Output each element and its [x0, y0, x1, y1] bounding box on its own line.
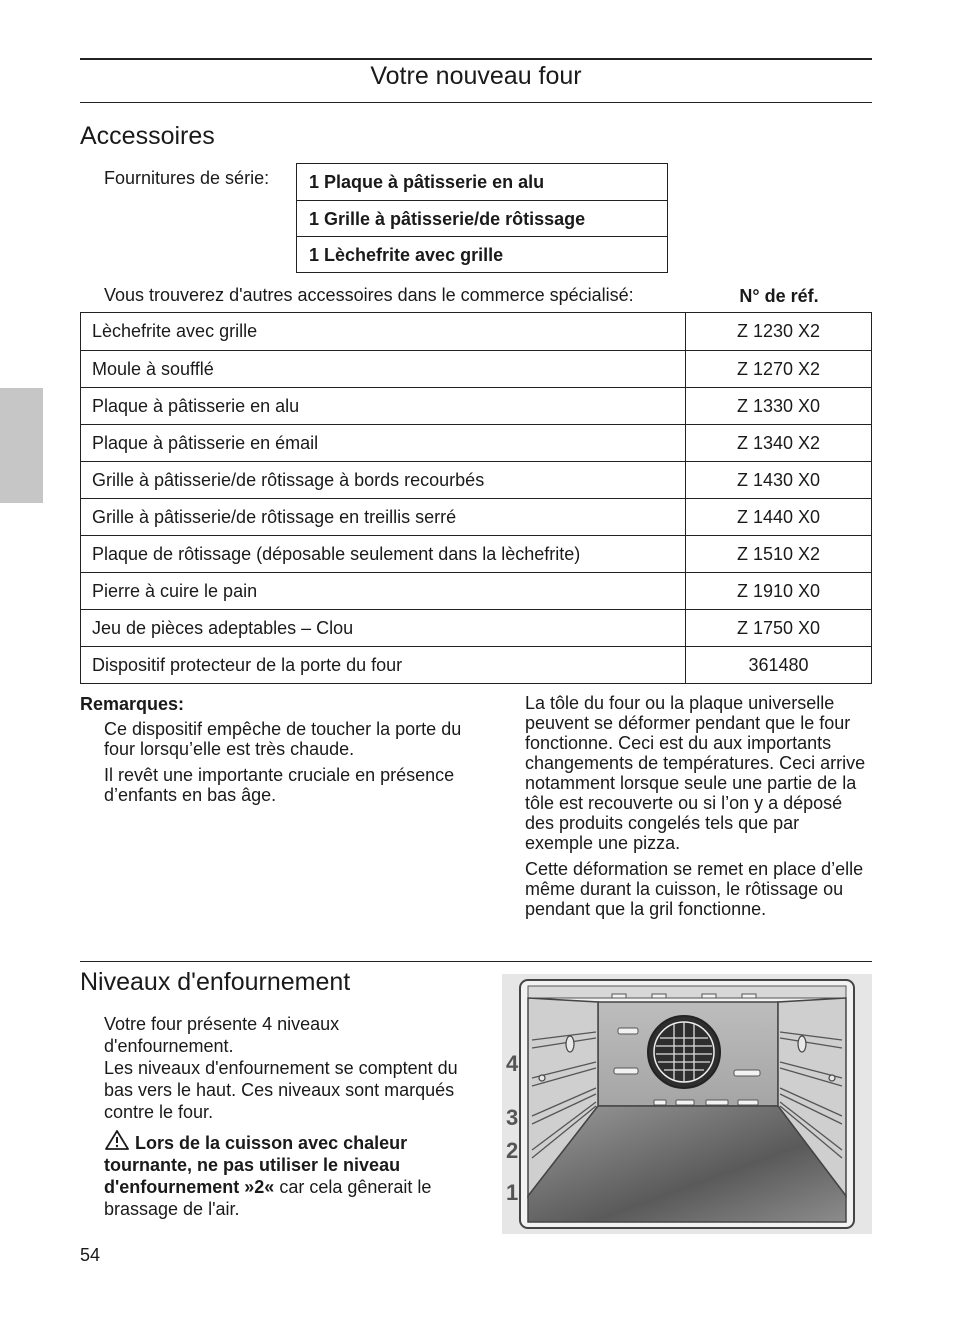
remarks-paragraph: La tôle du four ou la plaque universelle peuvent se déformer pendant que le four fonctionne. Ceci est du aux importants changements de températures. Ceci arrive notamment lorsque seule une partie de la tôle est recouverte ou si l’on y a déposé des produits congelés tels que par exemple une pizza. [525, 693, 866, 853]
oven-drawing [502, 974, 872, 1234]
remarks-paragraph: Cette déformation se remet en place d’elle même durant la cuisson, le rôtissage ou pendant que la gril fonctionne. [525, 859, 864, 919]
accessory-ref: 361480 [748, 655, 809, 675]
accessory-name: Lèchefrite avec grille [81, 313, 686, 350]
levels-text [104, 1013, 464, 1220]
table-row [81, 572, 871, 609]
accessory-ref: Z 1340 X2 [736, 433, 821, 453]
accessory-name: Pierre à cuire le pain [81, 573, 686, 609]
std-supply-item: 1 Plaque à pâtisserie en alu [309, 172, 545, 192]
accessory-ref: Z 1510 X2 [736, 544, 821, 564]
table-row [81, 535, 871, 572]
accessory-name: Dispositif protecteur de la porte du four [81, 647, 686, 683]
more-accessories-text: Vous trouverez d'autres accessoires dans le commerce spécialisé: [104, 285, 634, 305]
section-divider [80, 961, 872, 962]
warning-text: car cela gênerait le brassage de l'air. [104, 1177, 432, 1219]
remarks-heading: Remarques: [80, 694, 185, 714]
levels-paragraph: Votre four présente 4 niveaux d'enfournement. [104, 1014, 340, 1056]
oven-interior-illustration [502, 974, 872, 1234]
ref-column-header: N° de réf. [739, 286, 819, 306]
std-supply-item: 1 Lèchefrite avec grille [297, 236, 667, 272]
table-row [81, 424, 871, 461]
page-number: 54 [80, 1245, 101, 1265]
header-bottom-rule [80, 102, 872, 103]
accessories-heading: Accessoires [80, 122, 215, 150]
table-row [81, 646, 871, 683]
accessory-name: Moule à soufflé [81, 351, 686, 387]
page-title: Votre nouveau four [370, 62, 582, 90]
levels-warning [104, 1129, 464, 1220]
table-row [81, 387, 871, 424]
levels-heading: Niveaux d'enfournement [80, 968, 351, 996]
accessory-ref: Z 1270 X2 [736, 359, 821, 379]
table-row [81, 461, 871, 498]
warning-bold-text: Lors de la cuisson avec chaleur tournante, ne pas utiliser le niveau d'enfournement »2« [104, 1133, 408, 1197]
remarks-paragraph: Ce dispositif empêche de toucher la porte du four lorsqu’elle est très chaude. [104, 719, 462, 759]
remarks-paragraph: Il revêt une importante cruciale en présence d’enfants en bas âge. [104, 765, 455, 805]
accessory-ref: Z 1750 X0 [736, 618, 821, 638]
table-row [81, 609, 871, 646]
level-label: 1 [506, 1180, 519, 1205]
level-label: 3 [506, 1105, 519, 1130]
accessory-name: Jeu de pièces adeptables – Clou [81, 610, 686, 646]
side-tab-marker [0, 388, 43, 503]
accessory-ref: Z 1230 X2 [736, 321, 821, 341]
remarks-left-column [104, 719, 464, 805]
std-supplies-box [296, 163, 668, 273]
accessories-table [80, 312, 872, 684]
accessory-name: Grille à pâtisserie/de rôtissage à bords recourbés [81, 462, 686, 498]
level-label: 2 [506, 1138, 519, 1163]
levels-paragraph: Les niveaux d'enfournement se comptent du bas vers le haut. Ces niveaux sont marqués contre le four. [104, 1058, 458, 1122]
std-supplies-label: Fournitures de série: [104, 168, 270, 188]
std-supply-item: 1 Grille à pâtisserie/de rôtissage [297, 200, 667, 236]
remarks-right-column [525, 693, 870, 919]
warning-icon [104, 1129, 130, 1151]
level-label: 4 [506, 1051, 519, 1076]
table-row [81, 350, 871, 387]
accessory-name: Grille à pâtisserie/de rôtissage en treillis serré [81, 499, 686, 535]
accessory-ref: Z 1330 X0 [736, 396, 821, 416]
accessory-name: Plaque à pâtisserie en émail [81, 425, 686, 461]
accessory-name: Plaque à pâtisserie en alu [81, 388, 686, 424]
accessory-ref: Z 1910 X0 [736, 581, 821, 601]
accessory-name: Plaque de rôtissage (déposable seulement dans la lèchefrite) [81, 536, 686, 572]
accessory-ref: Z 1430 X0 [736, 470, 821, 490]
table-row [81, 498, 871, 535]
accessory-ref: Z 1440 X0 [736, 507, 821, 527]
header-top-rule [80, 58, 872, 60]
table-row [81, 313, 871, 350]
